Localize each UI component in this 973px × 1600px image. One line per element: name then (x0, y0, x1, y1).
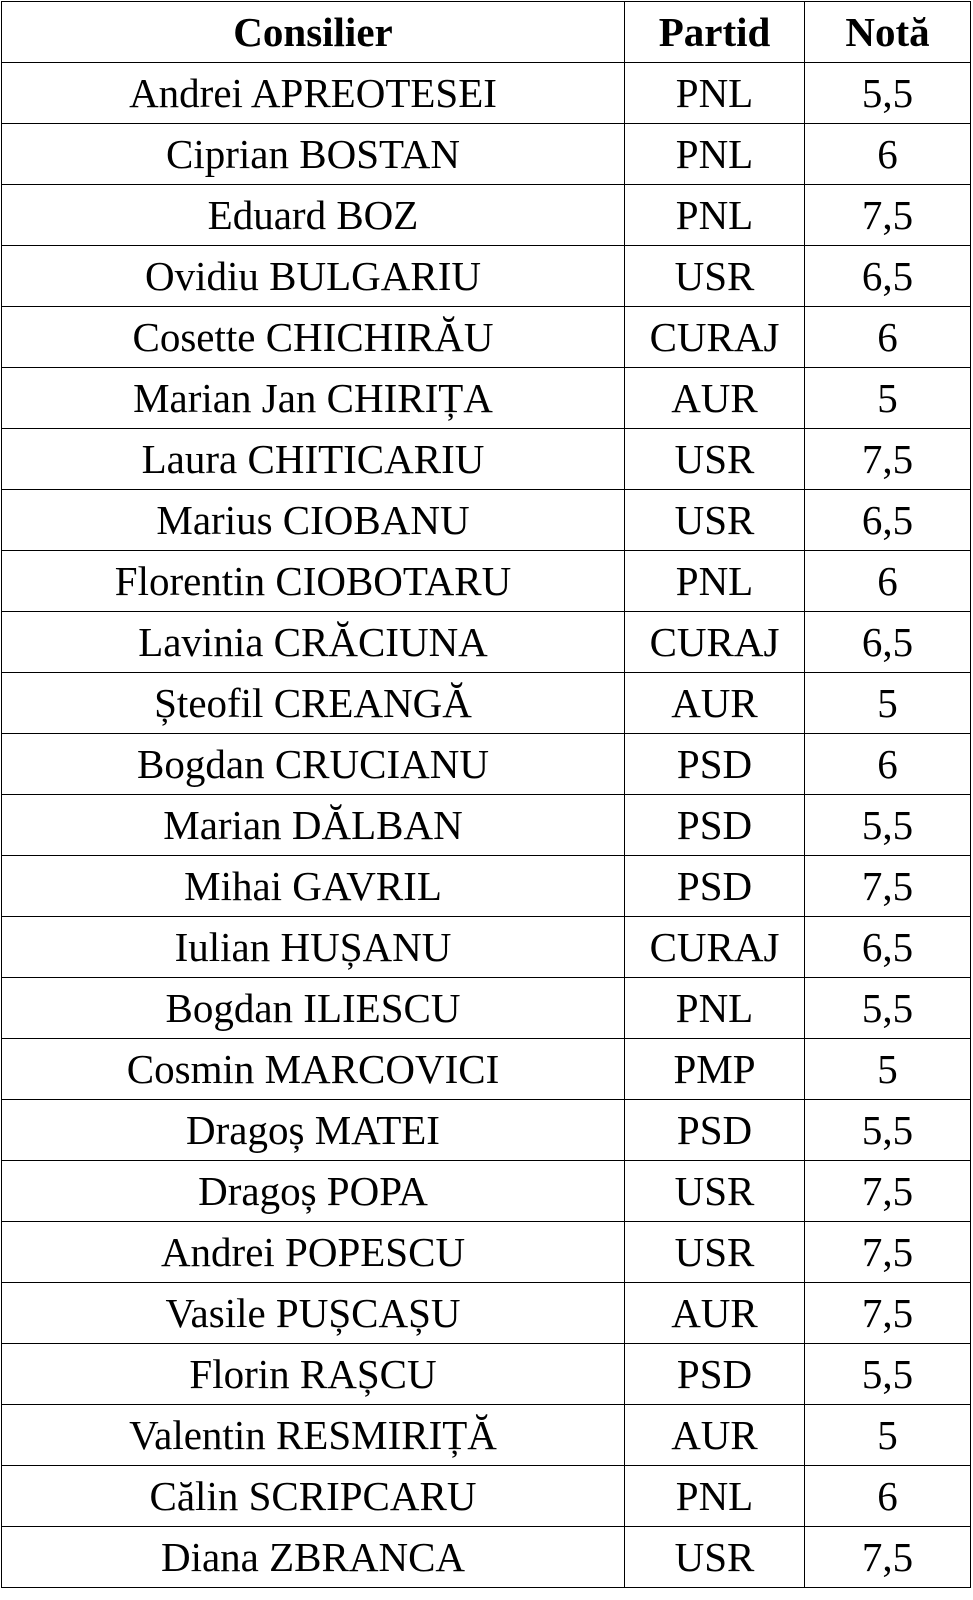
councillor-name-cell: Marius CIOBANU (2, 490, 625, 551)
header-party: Partid (625, 2, 805, 63)
councillor-name-cell: Marian DĂLBAN (2, 795, 625, 856)
grade-cell: 7,5 (805, 185, 971, 246)
party-cell: PSD (625, 734, 805, 795)
councillor-name-cell: Andrei POPESCU (2, 1222, 625, 1283)
grade-cell: 7,5 (805, 856, 971, 917)
councillor-name-cell: Mihai GAVRIL (2, 856, 625, 917)
table-row (2, 429, 971, 490)
table-row (2, 978, 971, 1039)
table-row (2, 307, 971, 368)
councillor-name-cell: Șteofil CREANGĂ (2, 673, 625, 734)
header-grade: Notă (805, 2, 971, 63)
grade-cell: 6 (805, 124, 971, 185)
table-body (2, 63, 971, 1588)
grade-cell: 6,5 (805, 246, 971, 307)
councillor-name-cell: Cosmin MARCOVICI (2, 1039, 625, 1100)
party-cell: CURAJ (625, 307, 805, 368)
grade-cell: 5 (805, 368, 971, 429)
party-cell: PNL (625, 1466, 805, 1527)
councillor-name-cell: Dragoș MATEI (2, 1100, 625, 1161)
table-row (2, 490, 971, 551)
party-cell: AUR (625, 1405, 805, 1466)
councillor-name-cell: Ciprian BOSTAN (2, 124, 625, 185)
grade-cell: 5 (805, 1039, 971, 1100)
party-cell: USR (625, 1222, 805, 1283)
grade-cell: 5,5 (805, 1100, 971, 1161)
councillor-name-cell: Valentin RESMIRIȚĂ (2, 1405, 625, 1466)
councillor-name-cell: Andrei APREOTESEI (2, 63, 625, 124)
table-header-row (2, 2, 971, 63)
councillor-name-cell: Ovidiu BULGARIU (2, 246, 625, 307)
councillor-name-cell: Florentin CIOBOTARU (2, 551, 625, 612)
table-row (2, 1527, 971, 1588)
table-row (2, 1222, 971, 1283)
party-cell: AUR (625, 368, 805, 429)
councillor-name-cell: Diana ZBRANCA (2, 1527, 625, 1588)
councillor-name-cell: Laura CHITICARIU (2, 429, 625, 490)
table-row (2, 551, 971, 612)
party-cell: PSD (625, 1344, 805, 1405)
party-cell: PSD (625, 795, 805, 856)
table-row (2, 1039, 971, 1100)
table-row (2, 795, 971, 856)
table-row (2, 734, 971, 795)
party-cell: AUR (625, 1283, 805, 1344)
table-row (2, 1161, 971, 1222)
table-row (2, 246, 971, 307)
councillor-name-cell: Călin SCRIPCARU (2, 1466, 625, 1527)
grade-cell: 7,5 (805, 1161, 971, 1222)
councillor-name-cell: Bogdan ILIESCU (2, 978, 625, 1039)
councillor-name-cell: Cosette CHICHIRĂU (2, 307, 625, 368)
councillor-name-cell: Iulian HUȘANU (2, 917, 625, 978)
party-cell: PNL (625, 551, 805, 612)
table-row (2, 1466, 971, 1527)
party-cell: PSD (625, 1100, 805, 1161)
party-cell: CURAJ (625, 612, 805, 673)
councillor-name-cell: Eduard BOZ (2, 185, 625, 246)
grade-cell: 6 (805, 551, 971, 612)
councillor-grades-table (1, 1, 971, 1588)
party-cell: PNL (625, 978, 805, 1039)
table-row (2, 1283, 971, 1344)
grade-cell: 6 (805, 734, 971, 795)
grade-cell: 5,5 (805, 63, 971, 124)
table-row (2, 612, 971, 673)
grade-cell: 6 (805, 1466, 971, 1527)
party-cell: PSD (625, 856, 805, 917)
party-cell: USR (625, 490, 805, 551)
table-row (2, 368, 971, 429)
table-row (2, 673, 971, 734)
table-row (2, 1100, 971, 1161)
party-cell: PNL (625, 124, 805, 185)
table-row (2, 856, 971, 917)
grade-cell: 5,5 (805, 795, 971, 856)
party-cell: USR (625, 246, 805, 307)
grade-cell: 5,5 (805, 978, 971, 1039)
party-cell: AUR (625, 673, 805, 734)
table-row (2, 1405, 971, 1466)
table-row (2, 124, 971, 185)
councillor-name-cell: Bogdan CRUCIANU (2, 734, 625, 795)
grade-cell: 5 (805, 673, 971, 734)
header-councillor: Consilier (2, 2, 625, 63)
party-cell: PNL (625, 185, 805, 246)
party-cell: PMP (625, 1039, 805, 1100)
table-row (2, 185, 971, 246)
grade-cell: 7,5 (805, 1527, 971, 1588)
party-cell: USR (625, 429, 805, 490)
grade-cell: 6,5 (805, 490, 971, 551)
councillor-name-cell: Lavinia CRĂCIUNA (2, 612, 625, 673)
party-cell: USR (625, 1161, 805, 1222)
table-row (2, 1344, 971, 1405)
grade-cell: 5,5 (805, 1344, 971, 1405)
councillor-name-cell: Dragoș POPA (2, 1161, 625, 1222)
table-row (2, 63, 971, 124)
grade-cell: 5 (805, 1405, 971, 1466)
table-row (2, 917, 971, 978)
grade-cell: 6 (805, 307, 971, 368)
party-cell: USR (625, 1527, 805, 1588)
councillor-name-cell: Marian Jan CHIRIȚA (2, 368, 625, 429)
grade-cell: 6,5 (805, 612, 971, 673)
party-cell: PNL (625, 63, 805, 124)
grade-cell: 7,5 (805, 1283, 971, 1344)
councillor-name-cell: Vasile PUȘCAȘU (2, 1283, 625, 1344)
party-cell: CURAJ (625, 917, 805, 978)
grade-cell: 7,5 (805, 429, 971, 490)
grade-cell: 7,5 (805, 1222, 971, 1283)
councillor-name-cell: Florin RAȘCU (2, 1344, 625, 1405)
grade-cell: 6,5 (805, 917, 971, 978)
